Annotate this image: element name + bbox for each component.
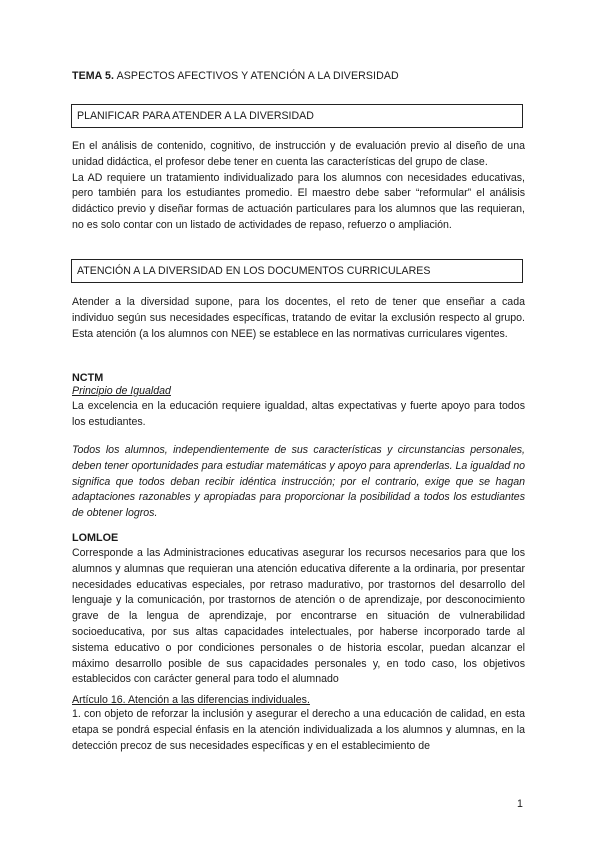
- lomloe-body: [72, 546, 525, 688]
- article-16-title: Artículo 16. Atención a las diferencias individuales.: [72, 694, 310, 706]
- title-number: TEMA 5.: [72, 70, 115, 82]
- title-text: ASPECTOS AFECTIVOS Y ATENCIÓN A LA DIVERSIDAD: [114, 70, 399, 82]
- section1-body: [72, 139, 525, 234]
- section-heading-planificar: PLANIFICAR PARA ATENDER A LA DIVERSIDAD: [71, 104, 523, 128]
- paragraph: La AD requiere un tratamiento individualizado para los alumnos con necesidades educativas, pero también para los estudiantes promedio. El maestro debe saber “reformular” el análisis didáctico previo y diseñar formas de actuación particulares para los alumnos que las requieran, no es solo contar con un listado de actividades de repaso, refuerzo o ampliación.: [72, 171, 525, 231]
- paragraph: En el análisis de contenido, cognitivo, de instrucción y de evaluación previo al diseño de una unidad didáctica, el profesor debe tener en cuenta las características del grupo de clase.: [72, 140, 525, 168]
- nctm-body: [72, 399, 525, 431]
- page-title: [72, 70, 399, 82]
- lomloe-heading: LOMLOE: [72, 532, 119, 544]
- paragraph: La excelencia en la educación requiere igualdad, altas expectativas y fuerte apoyo para todos los estudiantes.: [72, 400, 525, 428]
- nctm-quote: [72, 443, 525, 522]
- section2-body: [72, 295, 525, 342]
- quote-paragraph: Todos los alumnos, independientemente de sus características y circunstancias personales, deben tener oportunidades para estudiar matemáticas y apoyo para aprenderlas. La igualdad no significa que todos deban recibir idéntica instrucción; por el contrario, exige que se hagan adaptaciones razonables y apropiadas para proporcionar la posibilidad a todos los estudiantes de obtener logros.: [72, 444, 525, 520]
- page-number: 1: [517, 798, 523, 810]
- paragraph: 1. con objeto de reforzar la inclusión y asegurar el derecho a una educación de calidad, en esta etapa se pondrá especial énfasis en la atención individualizada a los alumnos y alumnas, en la detección precoz de sus necesidades específicas y en el establecimiento de: [72, 708, 525, 752]
- nctm-heading: NCTM: [72, 372, 104, 384]
- nctm-subheading: Principio de Igualdad: [72, 385, 171, 397]
- section-heading-atencion: ATENCIÓN A LA DIVERSIDAD EN LOS DOCUMENTOS CURRICULARES: [71, 259, 523, 283]
- paragraph: Corresponde a las Administraciones educativas asegurar los recursos necesarios para que los alumnos y alumnas que requieran una atención educativa diferente a la ordinaria, por presentar necesidades educativas especiales, por retraso madurativo, por trastornos del desarrollo del lenguaje y la comunicación, por trastornos de atención o de aprendizaje, por desconocimiento grave de la lengua de aprendizaje, por encontrarse en situación de vulnerabilidad socioeducativa, por sus altas capacidades intelectuales, por haberse incorporado tarde al sistema educativo o por condiciones personales o de historia escolar, puedan alcanzar el máximo desarrollo posible de sus capacidades personales y, en todo caso, los objetivos establecidos con carácter general para todo el alumnado: [72, 547, 525, 686]
- article-16-body: [72, 707, 525, 754]
- paragraph: Atender a la diversidad supone, para los docentes, el reto de tener que enseñar a cada individuo según sus necesidades específicas, tratando de evitar la exclusión respecto al grupo. Esta atención (a los alumnos con NEE) se establece en las normativas curriculares vigentes.: [72, 296, 525, 340]
